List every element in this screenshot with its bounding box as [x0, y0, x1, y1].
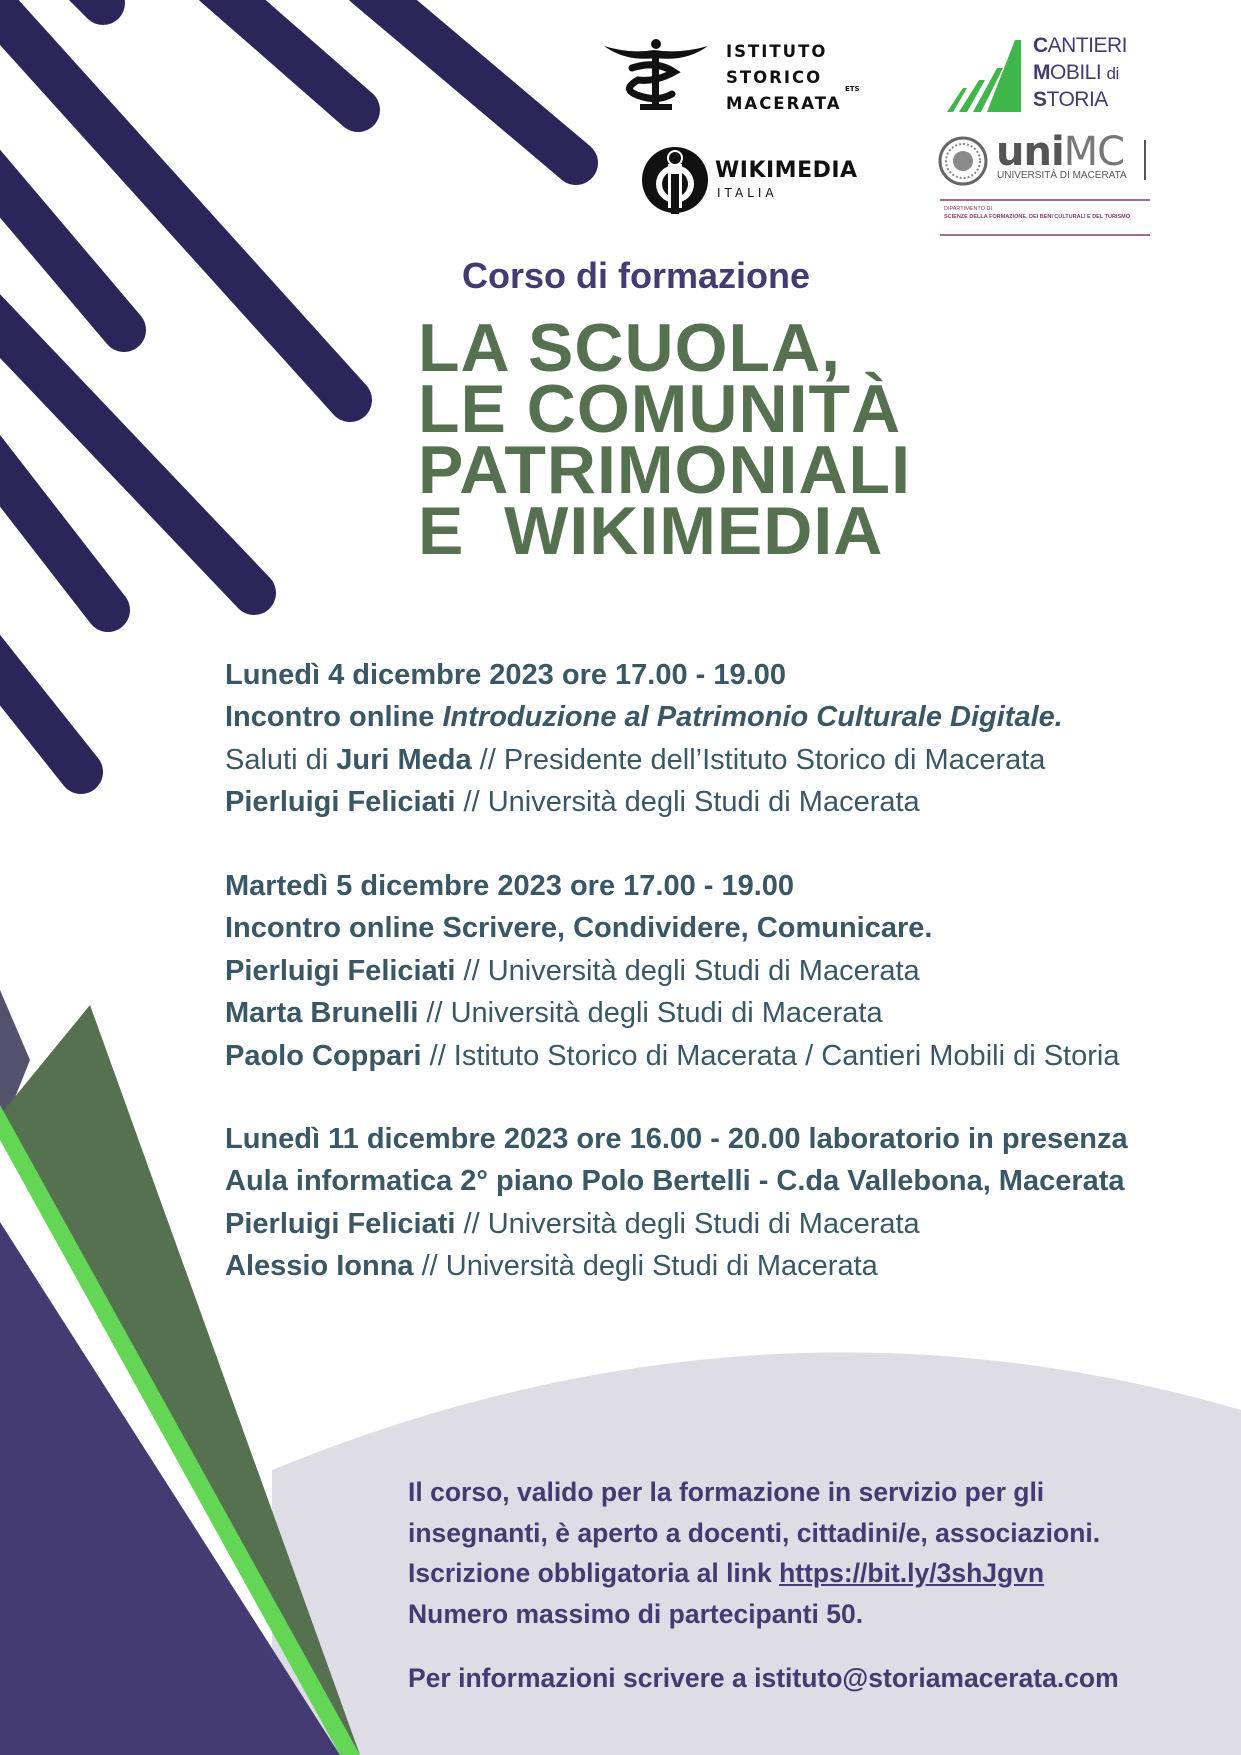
- title-line: E WIKIMEDIA: [418, 493, 884, 569]
- speaker-name: Alessio Ionna: [225, 1250, 414, 1283]
- cantieri-initial-c: C: [1033, 34, 1048, 57]
- speaker-name: Juri Meda: [336, 743, 472, 776]
- speaker-line: Paolo Coppari // Istituto Storico di Macerata / Cantieri Mobili di Storia: [225, 1039, 1120, 1072]
- session-1: [225, 654, 1063, 824]
- unimc-bottom-rule: [940, 234, 1150, 236]
- stripe: [365, 0, 576, 163]
- stripe: [0, 445, 108, 610]
- cantieri-word-2-rest: OBILI: [1050, 61, 1102, 84]
- speaker-name: Pierluigi Feliciati: [225, 1207, 456, 1240]
- title-line: LA SCUOLA,: [418, 310, 842, 386]
- session-location: Aula informatica 2° piano Polo Bertelli - C.da Vallebona, Macerata: [225, 1165, 1125, 1198]
- session-2: [225, 865, 1119, 1077]
- session-greeting: Saluti di Juri Meda // Presidente dell’Istituto Storico di Macerata: [225, 743, 1046, 776]
- speaker-line: Alessio Ionna // Università degli Studi di Macerata: [225, 1250, 878, 1283]
- speaker-line: Marta Brunelli // Università degli Studi di Macerata: [225, 997, 883, 1030]
- istituto-line2: STORICO: [726, 68, 823, 87]
- unimc-dept-line2: SCIENZE DELLA FORMAZIONE, DEI BENI CULTURALI E DEL TURISMO: [944, 214, 1130, 220]
- course-title: [418, 310, 911, 569]
- istituto-line1: ISTITUTO: [726, 42, 828, 61]
- stripe: [0, 160, 124, 330]
- unimc-uni: uni: [996, 129, 1064, 175]
- unimc-mc: MC: [1063, 129, 1125, 175]
- course-subtitle: Corso di formazione: [462, 255, 811, 296]
- istituto-emblem-icon: [600, 38, 712, 114]
- cantieri-initial-s: S: [1033, 88, 1047, 111]
- cantieri-initial-m: M: [1033, 61, 1050, 84]
- session-title: Incontro online Introduzione al Patrimonio Culturale Digitale.: [225, 701, 1063, 734]
- speaker-name: Pierluigi Feliciati: [225, 786, 456, 819]
- speaker-name: Pierluigi Feliciati: [225, 954, 456, 987]
- course-info: [408, 1472, 1119, 1699]
- speaker-line: Pierluigi Feliciati // Università degli Studi di Macerata: [225, 1207, 920, 1240]
- info-line: Iscrizione obbligatoria al link https://bit.ly/3shJgvn: [408, 1558, 1045, 1588]
- session-date: Lunedì 11 dicembre 2023 ore 16.00 - 20.00 laboratorio in presenza: [225, 1123, 1128, 1155]
- wikimedia-italia-logo: [639, 144, 869, 216]
- cantieri-word-3: [1033, 88, 1108, 112]
- stripe: [85, 0, 103, 3]
- cantieri-di: di: [1106, 64, 1119, 83]
- cantieri-word-2: [1033, 61, 1119, 85]
- unimc-divider: [1144, 140, 1146, 180]
- info-line: Numero massimo di partecipanti 50.: [408, 1598, 864, 1629]
- info-line: Il corso, valido per la formazione in servizio per gli: [408, 1477, 1045, 1507]
- cantieri-word-3-rest: TORIA: [1046, 88, 1108, 111]
- speaker-line: Pierluigi Feliciati // Università degli Studi di Macerata: [225, 954, 920, 987]
- session-title: Incontro online Scrivere, Condividere, Comunicare.: [225, 912, 933, 945]
- contact-line: Per informazioni scrivere a istituto@storiamacerata.com: [408, 1663, 1119, 1693]
- istituto-storico-logo: [600, 38, 870, 118]
- title-line: PATRIMONIALI: [418, 432, 911, 508]
- cantieri-mobili-logo: [945, 34, 1130, 116]
- istituto-ets: ETS: [845, 85, 860, 93]
- stripe: [0, 645, 81, 772]
- speaker-name: Paolo Coppari: [225, 1039, 422, 1072]
- title-line: LE COMUNITÀ: [418, 371, 902, 447]
- speaker-line: Pierluigi Feliciati // Università degli Studi di Macerata: [225, 786, 920, 819]
- unimc-dept-line1: DIPARTIMENTO DI: [944, 206, 992, 212]
- cantieri-chart-icon: [945, 36, 1023, 114]
- unimc-top-rule: [940, 199, 1150, 201]
- speaker-name: Marta Brunelli: [225, 997, 419, 1030]
- unimc-wordmark: [996, 129, 1125, 175]
- unimc-logo: [938, 129, 1153, 240]
- wikimedia-name: WIKIMEDIA: [715, 158, 858, 183]
- registration-link[interactable]: https://bit.ly/3shJgvn: [779, 1558, 1045, 1588]
- istituto-line3: MACERATA: [726, 94, 842, 113]
- wikimedia-sub: ITALIA: [717, 186, 778, 200]
- info-line: insegnanti, è aperto a docenti, cittadini/e, associazioni.: [408, 1517, 1101, 1548]
- session-date: Lunedì 4 dicembre 2023 ore 17.00 - 19.00: [225, 659, 786, 691]
- unimc-sub: UNIVERSITÀ DI MACERATA: [997, 170, 1127, 181]
- cantieri-word-1-rest: ANTIERI: [1047, 34, 1128, 57]
- stripe: [215, 0, 358, 110]
- session-3: [225, 1118, 1128, 1288]
- wikimedia-icon: [639, 144, 711, 216]
- session-date: Martedì 5 dicembre 2023 ore 17.00 - 19.00: [225, 870, 795, 902]
- unimc-seal-icon: [938, 136, 988, 186]
- cantieri-word-1: [1033, 34, 1127, 58]
